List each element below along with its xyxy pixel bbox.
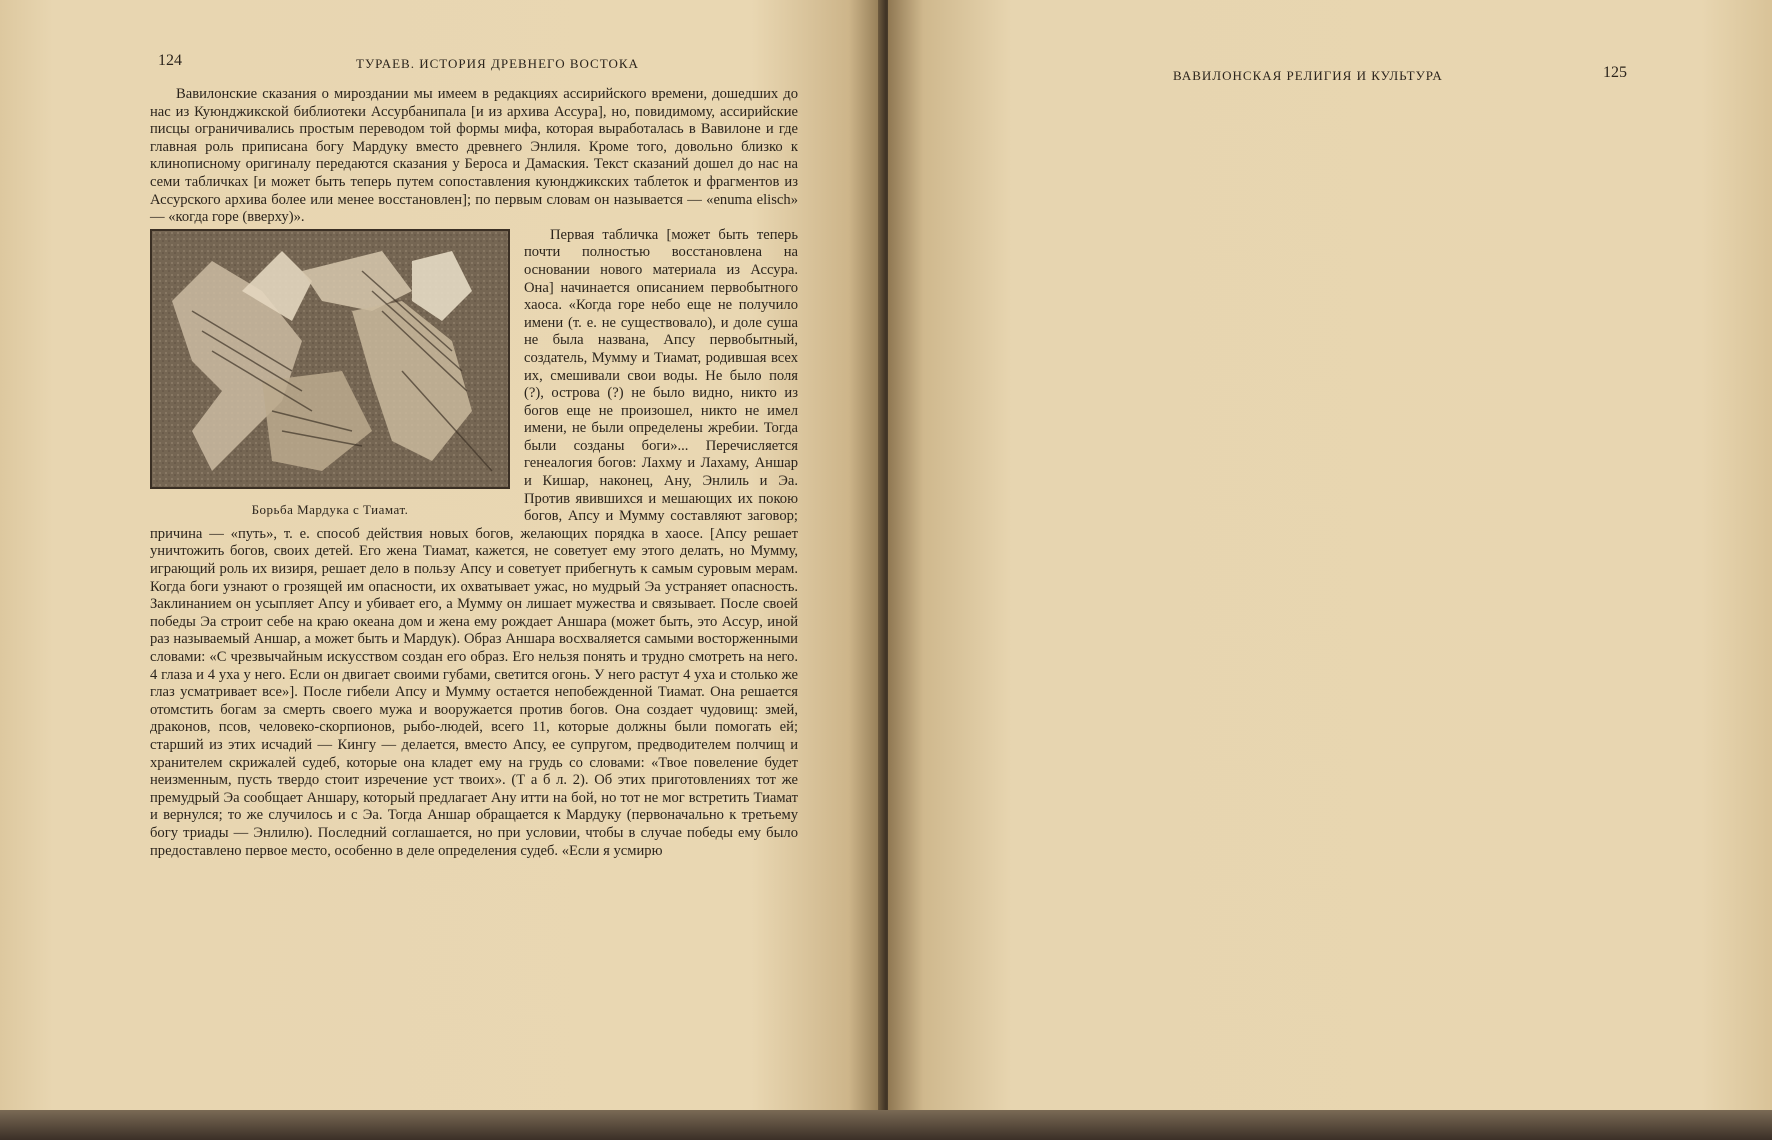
- figure: [150, 229, 510, 519]
- figure-caption: Борьба Мардука с Тиамат.: [251, 501, 409, 517]
- page-number-right: 125: [1603, 64, 1627, 81]
- page-number: 124: [158, 52, 182, 69]
- body-text: [150, 86, 798, 976]
- right-page: [888, 0, 1772, 1130]
- running-head: ТУРАЕВ. ИСТОРИЯ ДРЕВНЕГО ВОСТОКА: [356, 56, 639, 71]
- illustration-marduk-tiamat: [150, 229, 510, 489]
- relief-image: [152, 231, 508, 487]
- paragraph-2: Первая табличка [может быть теперь почти полностью восстановлена на основании нового материала из Ассура. Она] начинается описанием первобытного хаоса. «Когда горе небо еще не получило имени (т. е. не существовало), и доле суша не была названа, Апсу первобытный, создатель, Мумму и Тиамат, родившая всех их, смешивали свои воды. Не было поля (?), острова (?) не было видно, никто из богов еще не произошел, никто не имел имени, не были определены жребии. Тогда были созданы боги»... Перечисляется генеалогия богов: Лахму и Лахаму, Аншар и Кишар, наконец, Ану, Энлиль и Эа. Против явившихся и мешающих их покою богов, Апсу и Мумму составляют заговор; причина — «путь», т. е. способ действия новых богов, желающих порядка в хаосе. [Апсу решает уничтожить богов, своих детей. Его жена Тиамат, кажется, не советует ему этого делать, но Мумму, играющий роль их визиря, решает дело в пользу Апсу и советует прибегнуть к самым суровым мерам. Когда боги узнают о грозящей им опасности, их охватывает ужас, но мудрый Эа устраняет опасность. Заклинанием он усыпляет Апсу и убивает его, а Мумму он лишает мужества и связывает. После своей победы Эа строит себе на краю океана дом и жена ему рождает Аншара (может быть, это Ассур, иной раз называемый Аншар, а может быть и Мардук). Образ Аншара восхваляется самыми восторженными словами: «С чрезвычайным искусством создан его образ. Его нельзя понять и трудно смотреть на него. 4 глаза и 4 уха у него. Если он двигает своими губами, светится огонь. У него растут 4 уха и столько же глаз усматривает все»]. После гибели Апсу и Мумму остается непобежденной Тиамат. Она решается отомстить богам за смерть своего мужа и вооружается против богов. Она создает чудовищ: змей, драконов, псов, человеко-скорпионов, рыбо-людей, всего 11, которые должны были помогать ей; старший из этих исчадий — Кингу — делается, вместо Апсу, ее супругом, предводителем полчищ и хранителем скрижалей судеб, которые она кладет ему на грудь со словами: «Твое повеление будет неизменным, пусть твердо стоит изречение уст твоих». (Т а б л. 2). Об этих приготовлениях тот же премудрый Эа сообщает Аншару, который предлагает Ану итти на бой, но тот не мог встретить Тиамат и вернулся; то же случилось и с Эа. Тогда Аншар обращается к Мардуку (первоначально к третьему богу триады — Энлилю). Последний соглашается, но при условии, чтобы в случае победы ему было предоставлено первое место, особенно в деле определения судеб. «Если я усмирю: [150, 226, 798, 859]
- left-page: [0, 0, 884, 1130]
- paragraph-1: Вавилонские сказания о мироздании мы имеем в редакциях ассирийского времени, дошедших до нас из Куюнджикской библиотеки Ассурбанипала [и из архива Ассура], но, повидимому, ассирийские писцы ограничивались простым переводом той формы мифа, которая выработалась в Вавилоне и где главная роль приписана богу Мардуку вместо древнего Энлиля. Кроме того, довольно близко к клинописному оригиналу передаются сказания у Бероса и Дамаския. Текст сказаний дошел до нас на семи табличках [и может быть теперь путем сопоставления куюнджикских таблеток и фрагментов из Ассурского архива более или менее восстановлен]; по первым словам он называется — «enuma elisch» — «когда горе (вверху)».: [150, 86, 798, 226]
- book-bottom-edge: [0, 1110, 1772, 1140]
- running-head-right: ВАВИЛОНСКАЯ РЕЛИГИЯ И КУЛЬТУРА: [1173, 68, 1443, 83]
